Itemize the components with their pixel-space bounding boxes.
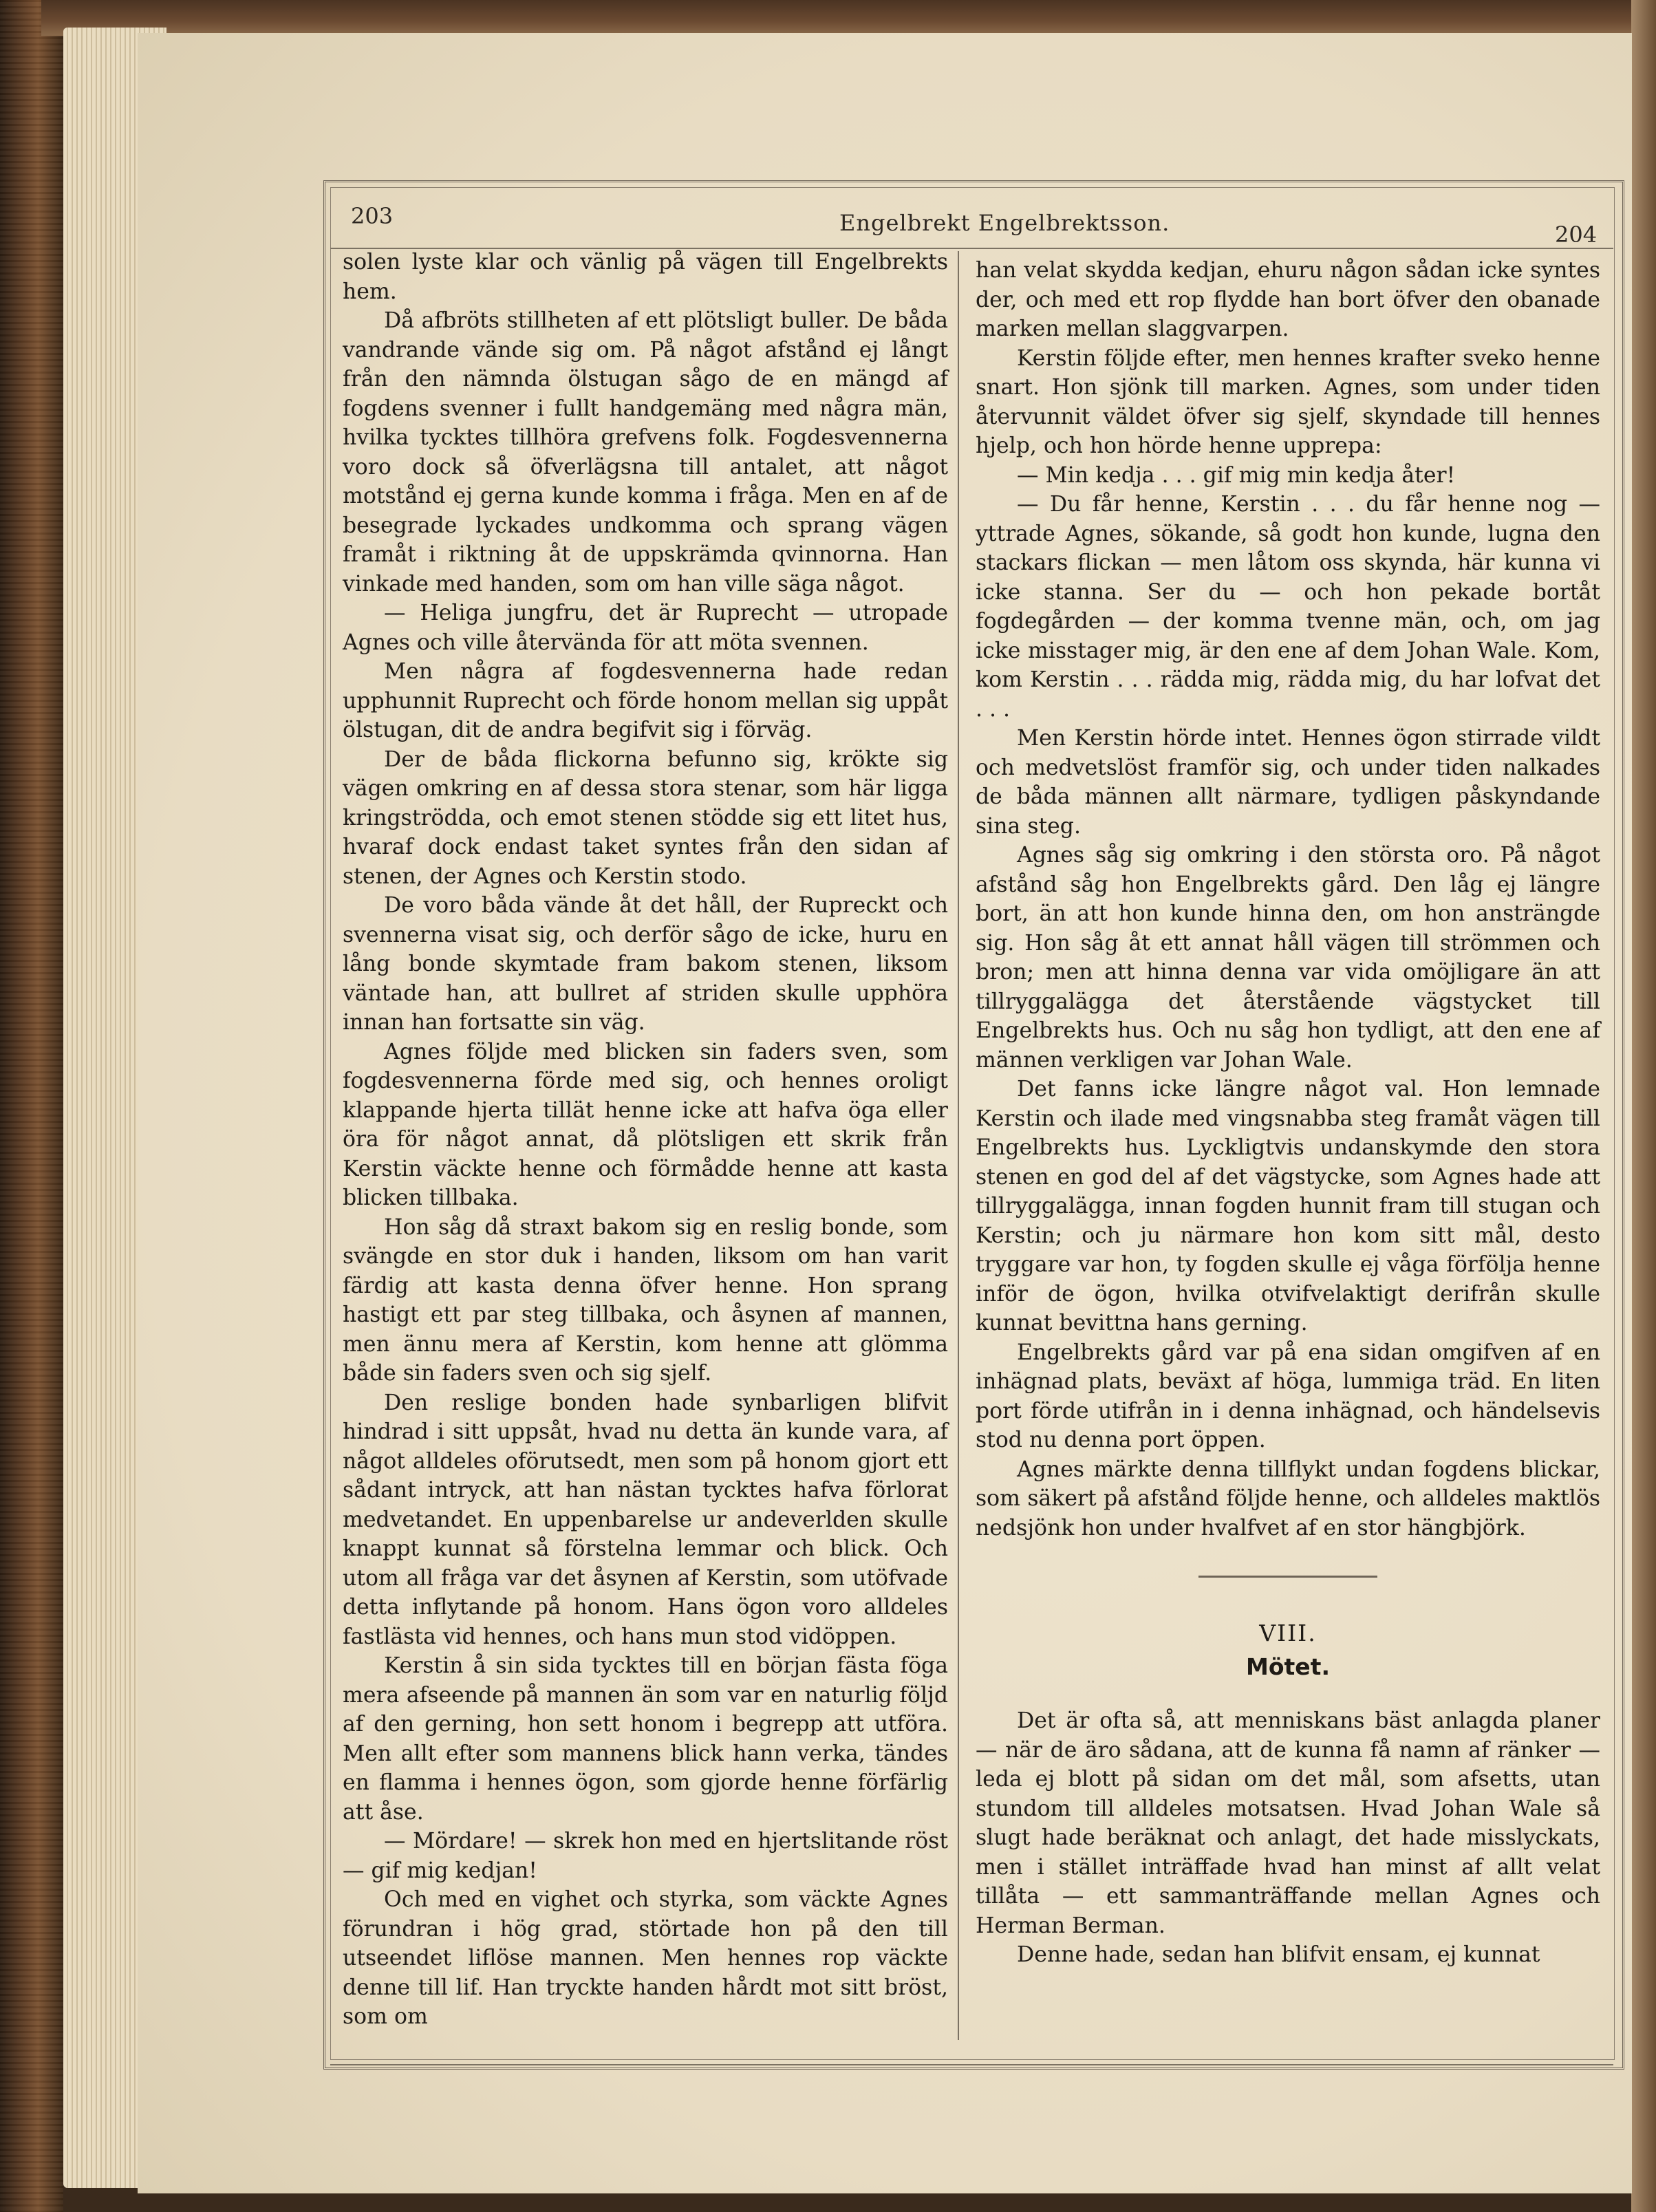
paragraph: Denne hade, sedan han blifvit ensam, ej kunnat: [1017, 1942, 1540, 1967]
running-head: Engelbrekt Engelbrektsson.: [839, 210, 1170, 236]
paragraph: Och med en vighet och styrka, som väckte Agnes förundran i hög grad, störtade hon på den till utseendet liflöse mannen. Men hennes rop väckte denne till lif. Han tryckte handen hårdt mot sitt bröst, som om: [343, 1887, 948, 2029]
paragraph: solen lyste klar och vänlig på vägen till Engelbrekts hem.: [343, 250, 948, 304]
binding-right: [1631, 0, 1656, 2212]
bottom-rule: [330, 2064, 1613, 2065]
paragraph: Kerstin följde efter, men hennes krafter sveko henne snart. Hon sjönk till marken. Agnes, som under tiden återvunnit väldet öfver sig sjelf, skyndade till hennes hjelp, och hon hörde henne upprepa:: [976, 345, 1600, 458]
paragraph: Den reslige bonden hade synbarligen blifvit hindrad i sitt uppsåt, hvad nu detta än kunde vara, af något alldeles oförutsedt, men som på honom gjort ett sådant intryck, att han nästan tycktes hafva förlorat medvetandet. En uppenbarelse ur andeverlden skulle knappt kunnat så förstelna lemmar och blick. Och utom all fråga var det åsynen af Kerstin, som utöfvade detta inflytande på honom. Hans ögon voro alldeles fastlästa vid hennes, och hans mun stod vidöppen.: [343, 1390, 948, 1649]
paragraph: — Min kedja . . . gif mig min kedja åter!: [1017, 462, 1456, 488]
left-page-number: 203: [351, 203, 394, 229]
right-page-number: 204: [1555, 222, 1598, 248]
paragraph: Men några af fogdesvennerna hade redan upphunnit Ruprecht och förde honom mellan sig uppåt ölstugan, dit de andra begifvit sig i förväg.: [343, 659, 948, 742]
paragraph: Men Kerstin hörde intet. Hennes ögon stirrade vildt och medvetslöst framför sig, och under tiden nalkades de båda männen allt närmare, tydligen påskyndande sina steg.: [976, 726, 1600, 839]
paragraph: Det fanns icke längre något val. Hon lemnade Kerstin och ilade med vingsnabba steg framåt vägen till Engelbrekts hus. Lyckligtvis undanskymde den stora stenen en god del af det vägstycke, som Agnes hade att tillryggalägga, innan fogden hunnit fram till stugan och Kerstin; och ju närmare hon kom sitt mål, desto tryggare var hon, ty fogden skulle ej våga förfölja henne inför de ögon, hvilka otvifvelaktigt derifrån skulle kunnat bevittna hans gerning.: [976, 1077, 1600, 1335]
paragraph: Hon såg då straxt bakom sig en reslig bonde, som svängde en stor duk i handen, liksom om han varit färdig att kasta denna öfver henne. Hon sprang hastigt ett par steg tillbaka, och åsynen af mannen, men ännu mera af Kerstin, kom henne att glömma både sin faders sven och sig sjelf.: [343, 1214, 948, 1386]
binding-top: [41, 0, 1656, 36]
section-divider: [1198, 1576, 1377, 1578]
paragraph: Kerstin å sin sida tycktes till en början fästa föga mera afseende på mannen än som var en naturlig följd af den gerning, hon sett honom i begrepp att utföra. Men allt efter som mannens blick hann verka, tändes en flamma i hennes ögon, som gjorde henne förfärlig att åse.: [343, 1653, 948, 1825]
paragraph: Agnes märkte denna tillflykt undan fogdens blickar, som säkert på afstånd följde henne, och alldeles maktlös nedsjönk hon under hvalfvet af en stor hängbjörk.: [976, 1457, 1600, 1540]
paragraph: — Du får henne, Kerstin . . . du får henne nog — yttrade Agnes, sökande, så godt hon kunde, lugna den stackars flickan — men låtom oss skynda, här kunna vi icke stanna. Ser du — och hon pekade bortåt fogdegården — der komma tvenne män, och, om jag icke misstager mig, är den ene af dem Johan Wale. Kom, kom Kerstin . . . rädda mig, rädda mig, du har lofvat det . . .: [976, 492, 1600, 722]
spine-texture: [0, 0, 63, 2212]
chapter-number: VIII.: [1259, 1620, 1317, 1646]
chapter-title: Mötet.: [1246, 1653, 1330, 1680]
right-column: [976, 256, 1600, 1970]
paragraph: — Mördare! — skrek hon med en hjertslitande röst — gif mig kedjan!: [343, 1829, 948, 1883]
paragraph: — Heliga jungfru, det är Ruprecht — utropade Agnes och ville återvända för att möta svennen.: [343, 601, 948, 655]
paragraph: han velat skydda kedjan, ehuru någon sådan icke syntes der, och med ett rop flydde han bort öfver den obanade marken mellan slaggvarpen.: [976, 258, 1600, 341]
paragraph: Det är ofta så, att menniskans bäst anlagda planer — när de äro sådana, att de kunna få namn af ränker — leda ej blott på sidan om det mål, som afsetts, utan stundom till alldeles motsatsen. Hvad Johan Wale så slugt hade beräknat och anlagt, det hade misslyckats, men i stället inträffade hvad han minst af allt velat tillåta — ett sammanträffande mellan Agnes och Herman Berman.: [976, 1708, 1600, 1938]
paragraph: Agnes såg sig omkring i den största oro. På något afstånd såg hon Engelbrekts gård. Den låg ej längre bort, än att hon kunde hinna den, om hon ansträngde sig. Hon såg åt ett annat håll vägen till strömmen och bron; men att hinna denna var vida omöjligare än att tillryggalägga det återstående vägstycket till Engelbrekts hus. Och nu såg hon tydligt, att den ene af männen verkligen var Johan Wale.: [976, 843, 1600, 1073]
paragraph: Agnes följde med blicken sin faders sven, som fogdesvennerna förde med sig, och hennes oroligt klappande hjerta tillät henne icke att hafva öga eller öra för något annat, då plötsligen ett skrik från Kerstin väckte henne och förmådde henne att kasta blicken tillbaka.: [343, 1039, 948, 1210]
paragraph: Då afbröts stillheten af ett plötsligt buller. De båda vandrande vände sig om. På något afstånd ej långt från den nämnda ölstugan sågo de en mängd af fogdens svenner i fullt handgemäng med några män, hvilka tycktes tillhöra grefvens folk. Fogdesvennerna voro dock så öfverlägsna till antalet, att något motstånd ej gerna kunde komma i fråga. Men en af de besegrade lyckades undkomma och sprang vägen framåt i riktning åt de uppskrämda qvinnorna. Han vinkade med handen, som om han ville säga något.: [343, 308, 948, 597]
paragraph: Engelbrekts gård var på ena sidan omgifven af en inhägnad plats, beväxt af höga, lummiga träd. En liten port förde utifrån in i denna inhägnad, och händelsevis stod nu denna port öppen.: [976, 1340, 1600, 1452]
left-column: [343, 248, 948, 2032]
paragraph: Der de båda flickorna befunno sig, krökte sig vägen omkring en af dessa stora stenar, som här ligga kringströdda, och emot stenen stödde sig ett litet hus, hvaraf dock endast taket syntes från den sidan af stenen, der Agnes och Kerstin stodo.: [343, 747, 948, 889]
paragraph: De voro båda vände åt det håll, der Rupreckt och svennerna visat sig, och derför sågo de icke, huru en lång bonde skymtade fram bakom stenen, liksom väntade han, att bullret af striden skulle upphöra innan han fortsatte sin väg.: [343, 893, 948, 1035]
column-divider: [958, 251, 959, 2040]
